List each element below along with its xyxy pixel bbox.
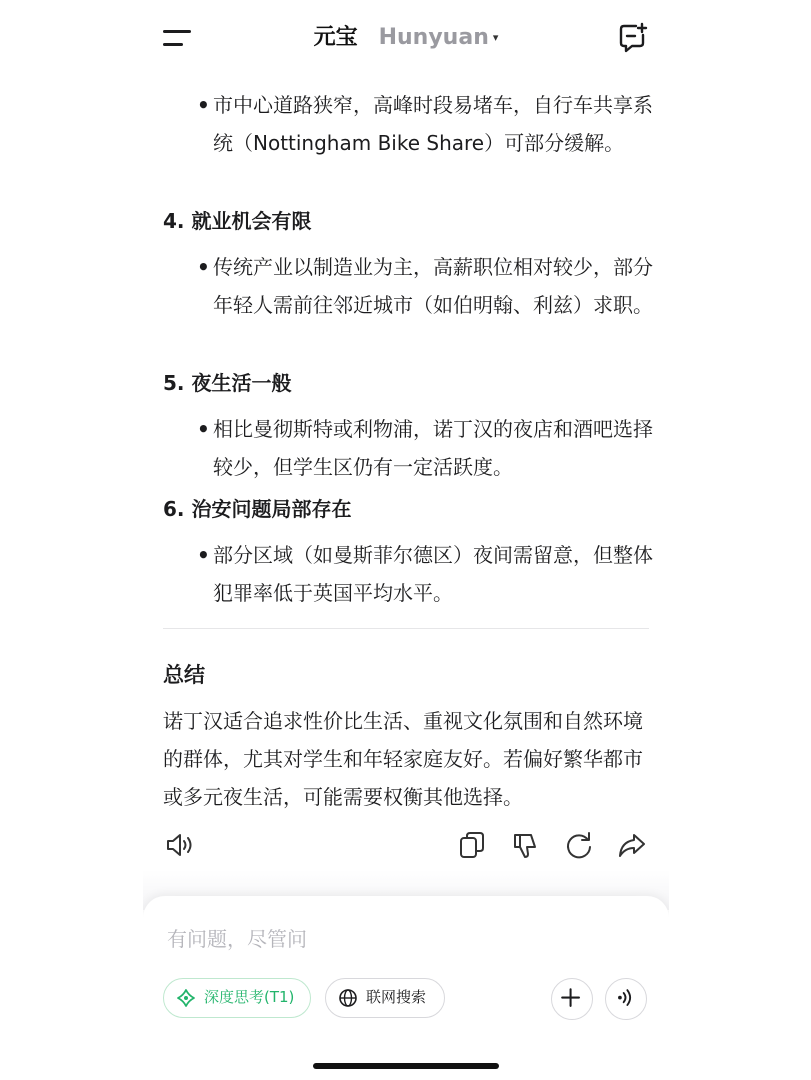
divider [163, 628, 649, 629]
message-actions [143, 828, 669, 868]
globe-icon [338, 988, 358, 1008]
bullet-dot: • [197, 255, 210, 279]
app-title: 元宝 [313, 25, 358, 50]
bullet-text: 传统产业以制造业为主，高薪职位相对较少，部分年轻人需前往邻近城市（如伯明翰、利兹）求职。 [213, 255, 653, 317]
copy-icon[interactable] [456, 828, 490, 862]
deep-think-button[interactable] [163, 978, 311, 1018]
message-input[interactable] [165, 918, 649, 960]
caret-down-icon: ▾ [492, 31, 499, 44]
plus-icon [552, 979, 591, 1018]
composer-panel [143, 896, 669, 1080]
bullet-dot: • [197, 93, 210, 117]
add-button[interactable] [551, 978, 593, 1020]
list-item [197, 86, 653, 162]
list-item [197, 536, 653, 612]
voice-wave-icon [606, 979, 645, 1018]
list-item [197, 248, 653, 324]
bullet-text: 市中心道路狭窄，高峰时段易堵车，自行车共享系统（Nottingham Bike Share）可部分缓解。 [213, 93, 653, 155]
title-area [143, 22, 669, 54]
section-heading: 5. 夜生活一般 [163, 371, 292, 395]
share-icon[interactable] [615, 828, 649, 862]
regenerate-icon[interactable] [562, 828, 596, 862]
section-heading: 4. 就业机会有限 [163, 209, 312, 233]
speaker-icon[interactable] [163, 828, 197, 862]
list-item [197, 410, 653, 486]
bullet-dot: • [197, 543, 210, 567]
section-heading: 6. 治安问题局部存在 [163, 497, 352, 521]
summary-text: 诺丁汉适合追求性价比生活、重视文化氛围和自然环境的群体，尤其对学生和年轻家庭友好。若偏好繁华都市或多元夜生活，可能需要权衡其他选择。 [163, 709, 643, 809]
model-name: Hunyuan [378, 25, 489, 50]
bullet-dot: • [197, 417, 210, 441]
top-bar [143, 0, 669, 74]
home-indicator [313, 1063, 499, 1069]
deep-think-label: 深度思考(T1) [204, 988, 295, 1006]
new-chat-icon[interactable] [617, 22, 649, 54]
bullet-text: 部分区域（如曼斯菲尔德区）夜间需留意，但整体犯罪率低于英国平均水平。 [213, 543, 653, 605]
thumbs-down-icon[interactable] [509, 828, 543, 862]
web-search-button[interactable] [325, 978, 445, 1018]
summary-title: 总结 [163, 663, 205, 687]
model-selector[interactable] [379, 25, 499, 50]
chat-screen [143, 0, 669, 1080]
voice-button[interactable] [605, 978, 647, 1020]
bullet-text: 相比曼彻斯特或利物浦，诺丁汉的夜店和酒吧选择较少，但学生区仍有一定活跃度。 [213, 417, 653, 479]
web-search-label: 联网搜索 [366, 988, 427, 1006]
deep-think-icon [176, 988, 196, 1008]
